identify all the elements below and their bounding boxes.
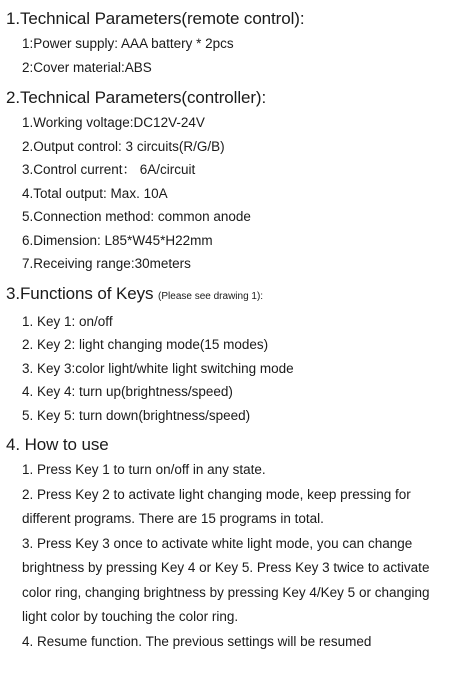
list-item: 1:Power supply: AAA battery * 2pcs [22, 36, 234, 51]
section-functions-of-keys [0, 281, 450, 428]
list-item: 3.Control current： 6A/circuit [22, 162, 196, 177]
list-item: 4. Resume function. The previous settings will be resumed [22, 633, 372, 649]
list-item: 4. Key 4: turn up(brightness/speed) [22, 384, 233, 399]
section-heading-text: 3.Functions of Keys [6, 283, 154, 303]
section-controller [0, 85, 450, 276]
list-item: 1. Press Key 1 to turn on/off in any state. [22, 462, 266, 477]
section-heading: 4. How to use [6, 435, 109, 454]
section-how-to-use [0, 432, 450, 654]
list-item: 1.Working voltage:DC12V-24V [22, 115, 205, 130]
list-item: 5. Key 5: turn down(brightness/speed) [22, 407, 251, 423]
list-item: 6.Dimension: L85*W45*H22mm [22, 232, 213, 248]
list-item: 7.Receiving range:30meters [22, 256, 191, 271]
list-item: 5.Connection method: common anode [22, 209, 251, 224]
section-heading: 2.Technical Parameters(controller): [6, 88, 267, 107]
list-item: 2. Press Key 2 to activate light changing mode, keep pressing for different programs. There are 15 programs in total. [22, 486, 411, 526]
section-heading: 1.Technical Parameters(remote control): [6, 9, 305, 28]
list-item: 4.Total output: Max. 10A [22, 185, 168, 201]
section-heading [6, 281, 450, 310]
drawing-note: (Please see drawing 1): [158, 290, 264, 302]
list-item: 3. Key 3:color light/white light switching mode [22, 360, 294, 376]
list-item: 2. Key 2: light changing mode(15 modes) [22, 337, 269, 352]
list-item: 1. Key 1: on/off [22, 313, 113, 329]
section-remote-control [0, 6, 450, 79]
list-item: 3. Press Key 3 once to activate white light mode, you can change brightness by pressing Key 4 or Key 5. Press Key 3 twice to activate color ring, changing brightness by pressing Key 4/Key 5 or changing light color by touching the color ring. [22, 535, 430, 624]
list-item: 2:Cover material:ABS [22, 59, 152, 75]
list-item: 2.Output control: 3 circuits(R/G/B) [22, 138, 225, 154]
